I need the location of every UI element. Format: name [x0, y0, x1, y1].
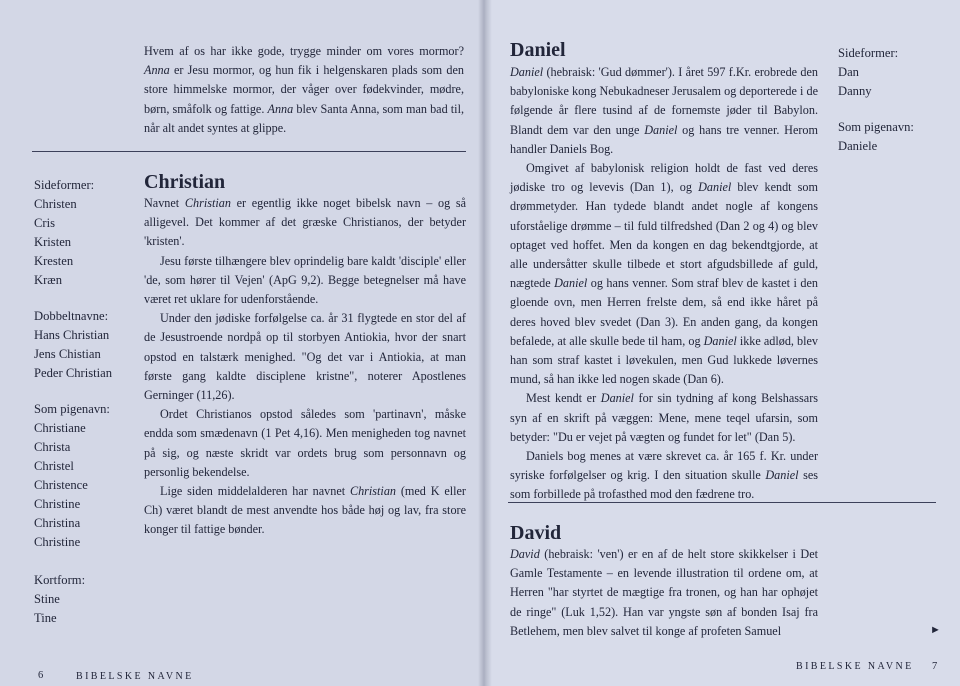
article-text: (hebraisk: 'ven') er en af de helt store skikkelser i Det Gamle Testamente – en levende illustration til ordene om, at Herren "har styrtet de mægtige fra tronen, og han har ophøjet de ringe" (Luk 1,52). Han var yngste søn af bonden Isaj fra Betlehem, men blev salvet til konge af profeten Samuel — [510, 547, 818, 638]
article-paragraph: Jesu første tilhængere blev oprindelig bare kaldt 'disciple' eller 'de, som hører til Vejen' (ApG 9,2). Begge betegnelser må have været ret uklare for udenforstående. — [144, 253, 466, 307]
running-footer-left: BIBELSKE NAVNE — [76, 671, 194, 682]
christian-article — [144, 194, 466, 540]
name-daniel: Daniel — [644, 122, 678, 137]
name-daniel: Daniel — [510, 65, 544, 79]
sideformer-label: Sideformer: — [838, 46, 899, 60]
name-variant: Christence — [34, 478, 88, 492]
kortform-label: Kortform: — [34, 573, 86, 587]
pigenavn-label: Som pigenavn: — [34, 402, 110, 416]
article-text: Omgivet af babylonisk religion holdt de fast ved deres jødiske tro og levevis (Dan 1), og — [510, 161, 818, 195]
article-paragraph: Ordet Christianos opstod således som 'partinavn', måske endda som smædenavn (1 Pet 4,16). Men menigheden tog navnet på sig, og næste skridt var ordets brug som personnavn og personlig bekendelse. — [144, 407, 466, 479]
intro-text-b: er Jesu mormor, og hun fik i helgenskaren plads som den store himmelske mormor, der våger over fødekvinder, mødre, børn, småfolk og fattige. — [144, 63, 464, 116]
name-variant: Kristen — [34, 235, 72, 249]
article-text: Daniels bog menes at være skrevet ca. år 165 f. Kr. under syriske forfølgelser og krig. I den situation skulle — [510, 449, 818, 483]
left-sidebar — [34, 176, 140, 645]
article-text: og hans tre venner. Herom handler Daniels Bog. — [510, 122, 818, 156]
intro-paragraph — [144, 42, 464, 138]
pigenavn-label: Som pigenavn: — [838, 120, 914, 134]
name-variant: Daniele — [838, 139, 878, 153]
article-text: ikke adlød, blev han som straf kastet i løvekulen, men Gud lukkede løvernes mund, så han ikke led nogen skade (Dan 6). — [510, 333, 819, 387]
pigenavn-group — [838, 118, 948, 156]
name-christian: Christian — [349, 484, 397, 499]
name-variant: Hans Christian — [34, 328, 110, 342]
david-article — [510, 545, 818, 641]
daniel-article — [510, 63, 818, 505]
name-daniel: Daniel — [554, 276, 588, 291]
name-variant: Cris — [34, 216, 55, 230]
article-text: (med K eller Ch) været blandt de mest anvendte hos både høj og lav, fra store konger til fattige bønder. — [144, 484, 466, 537]
christian-heading: Christian — [144, 171, 226, 193]
article-text: for sin tydning af kong Belshassars syn af en skrift på væggen: Mene, mene teqel ufarsin, som betyder: "Du er vejet på vægten og fundet for let" (Dan 5). — [510, 391, 818, 444]
continue-arrow-icon: ► — [930, 624, 941, 636]
article-text: Navnet — [144, 196, 185, 210]
sideformer-group — [34, 176, 140, 290]
article-text: blev kendt som drømmetyder. Han tydede blandt andet nogle af kongens uforståelige drømme – til fuld tilfredshed (Dan 2 og 4) og blev optaget ved hoffet. Men da kongen en dag bekendtgjorde, at alle undersåtter skulle tilbede et stort afgudsbillede af guld, nægtede — [510, 180, 818, 291]
name-variant: Peder Christian — [34, 366, 112, 380]
intro-text-c: blev Santa Anna, som man bad til, når alt andet syntes at glippe. — [144, 101, 465, 135]
section-divider — [32, 151, 466, 152]
intro-name-anna-2: Anna — [267, 101, 294, 116]
intro-name-anna: Anna — [144, 63, 170, 78]
article-text: Mest kendt er — [526, 391, 601, 406]
article-text: (hebraisk: 'Gud dømmer'). I året 597 f.Kr. erobrede den babyloniske kong Nebukadneser Jerusalem og deporterede i de følgende år flere tusind af de fornemste jøder til Babylon. Blandt dem var den unge — [510, 65, 818, 137]
right-sidebar — [838, 44, 948, 173]
name-david: David — [510, 547, 540, 561]
name-variant: Christel — [34, 459, 74, 473]
sideformer-label: Sideformer: — [34, 178, 95, 192]
kortform-group — [34, 571, 140, 628]
name-variant: Christa — [34, 440, 71, 454]
article-paragraph: Under den jødiske forfølgelse ca. år 31 flygtede en stor del af de Jesustroende nordpå op til storbyen Antiokia, hvor der snart opstod en talstærk menighed. "Og det var i Antiokia, at man første gang kaldte disciplene kristne", noterer Apostlenes Gerninger (11,26). — [144, 311, 466, 403]
name-variant: Tine — [34, 611, 57, 625]
name-daniel: Daniel — [600, 391, 634, 406]
sideformer-group — [838, 44, 948, 101]
book-gutter — [478, 0, 492, 686]
page-number-right: 7 — [932, 661, 938, 672]
dobbeltnavne-label: Dobbeltnavne: — [34, 309, 109, 323]
name-daniel: Daniel — [703, 333, 737, 348]
pigenavn-group — [34, 400, 140, 552]
name-daniel: Daniel — [765, 468, 799, 483]
page-number-left: 6 — [38, 670, 44, 681]
article-text: er egentlig ikke noget bibelsk navn – og så alligevel. Det kommer af det græske Christianos, der betyder 'kristen'. — [144, 196, 466, 249]
name-variant: Jens Chistian — [34, 347, 101, 361]
article-text: ses som forbillede på trofasthed mod den fædrene tro. — [510, 468, 818, 502]
name-variant: Christine — [34, 535, 81, 549]
article-text: og hans venner. Som straf blev de kastet i den gloende ovn, men Herren frelste dem, så end ikke håret på deres hoved blev svedet (Dan 3). En anden gang, da kongen befalede, at alle skulle bede til ham, og — [510, 276, 818, 348]
running-footer-right: BIBELSKE NAVNE — [796, 661, 914, 672]
dobbeltnavne-group — [34, 307, 140, 383]
name-variant: Christine — [34, 497, 81, 511]
david-heading: David — [510, 522, 562, 544]
name-variant: Dan — [838, 65, 859, 79]
name-variant: Kræn — [34, 273, 62, 287]
daniel-heading: Daniel — [510, 39, 566, 61]
section-divider — [508, 502, 936, 503]
name-variant: Christina — [34, 516, 81, 530]
name-variant: Christen — [34, 197, 77, 211]
name-variant: Danny — [838, 84, 872, 98]
article-text: Lige siden middelalderen har navnet — [160, 484, 350, 499]
name-variant: Stine — [34, 592, 60, 606]
name-daniel: Daniel — [698, 180, 732, 195]
name-variant: Kresten — [34, 254, 74, 268]
name-variant: Christiane — [34, 421, 86, 435]
right-page — [484, 0, 960, 686]
intro-text-a: Hvem af os har ikke gode, trygge minder om vores mormor? — [144, 44, 464, 58]
name-christian: Christian — [184, 196, 231, 210]
